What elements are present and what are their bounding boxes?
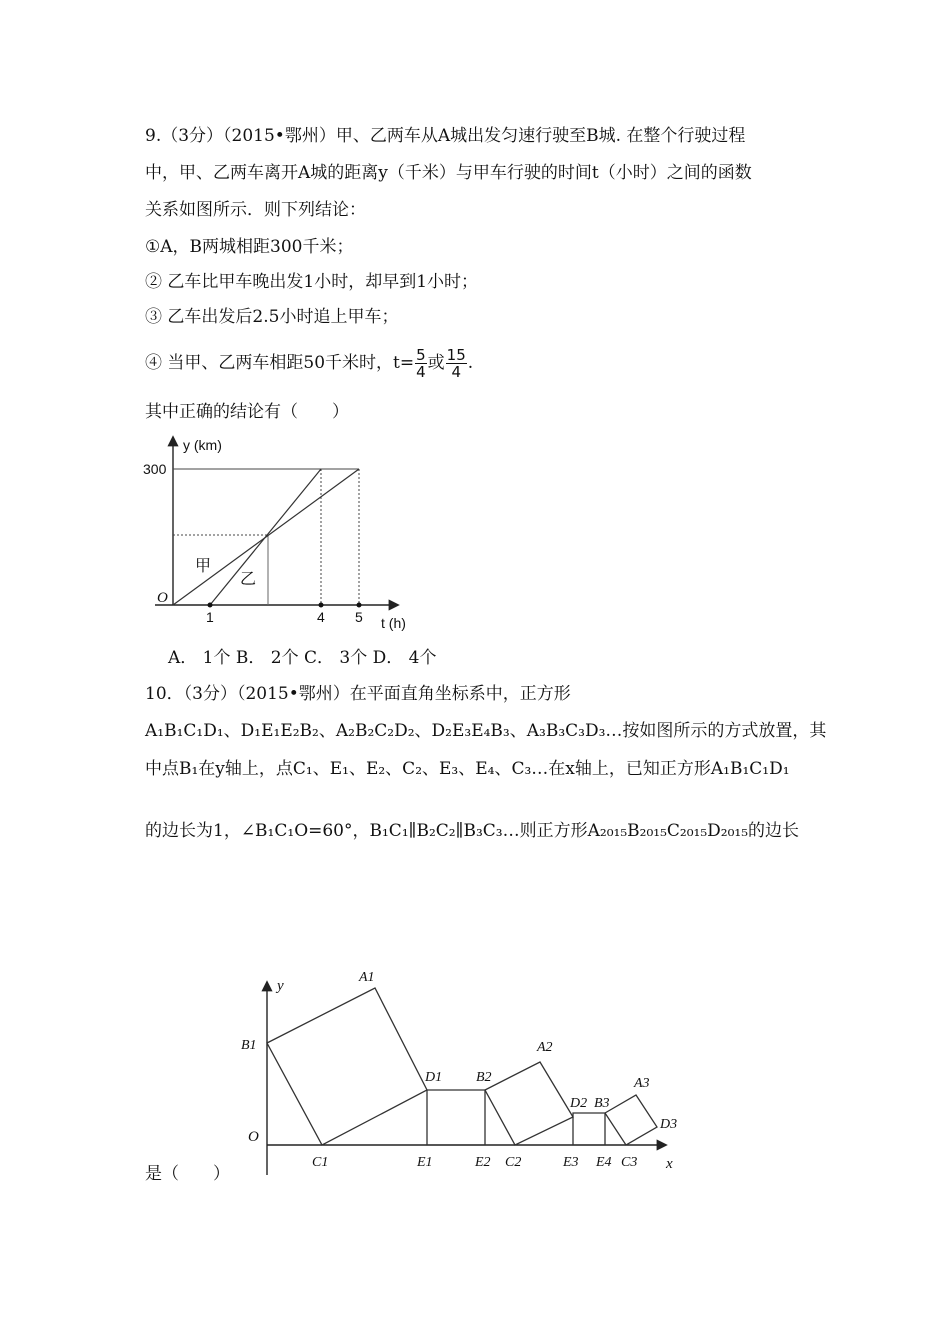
fraction-5-4: [415, 347, 427, 380]
q9-options: A． 1个 B． 2个 C． 3个 D． 4个: [168, 648, 437, 668]
y-label: y: [277, 978, 284, 994]
x-axis-label: t (h): [381, 615, 406, 631]
point-B1: B1: [241, 1038, 257, 1053]
rect-2: [573, 1113, 605, 1145]
point-A3: A3: [634, 1076, 650, 1091]
period: .: [467, 353, 474, 373]
q9-statement-1: ①A，B两城相距300千米；: [145, 237, 354, 257]
x-tick-5: 5: [355, 609, 363, 625]
point-E3: E3: [563, 1155, 579, 1170]
fraction-denominator: 4: [451, 363, 461, 381]
q10-line-2: A₁B₁C₁D₁、D₁E₁E₂B₂、A₂B₂C₂D₂、D₂E₃E₄B₃、A₃B₃C₃D₃…按如图所示的方式放置，其: [145, 721, 827, 741]
q10-line-5: 是（ ）: [145, 1164, 230, 1184]
y-tick-300: 300: [143, 461, 167, 477]
x-tick-4: 4: [317, 609, 325, 625]
q9-line-3: 关系如图所示．则下列结论：: [145, 200, 366, 220]
fraction-15-4: [446, 347, 467, 380]
square-2: [485, 1062, 573, 1145]
tick-dot-4: [319, 603, 324, 608]
point-E1: E1: [417, 1155, 433, 1170]
point-D1: D1: [425, 1070, 443, 1085]
q9-line-2: 中，甲、乙两车离开A城的距离y（千米）与甲车行驶的时间t（小时）之间的函数: [145, 163, 752, 183]
origin-label: O: [248, 1129, 259, 1145]
point-B3: B3: [594, 1096, 610, 1111]
square-1: [267, 988, 427, 1145]
fraction-denominator: 4: [416, 363, 426, 381]
rect-1: [427, 1090, 485, 1145]
tick-dot-5: [357, 603, 362, 608]
fraction-numerator: 5: [416, 346, 426, 364]
q10-line-1: 10．（3分）（2015•鄂州）在平面直角坐标系中，正方形: [145, 684, 571, 704]
origin-label: O: [157, 590, 168, 606]
q9-statement-4: [145, 346, 473, 380]
point-C3: C3: [621, 1155, 638, 1170]
point-E2: E2: [475, 1155, 491, 1170]
label-jia: 甲: [195, 558, 212, 575]
point-C2: C2: [505, 1155, 522, 1170]
point-E4: E4: [596, 1155, 612, 1170]
fraction-numerator: 15: [446, 346, 466, 364]
q9-distance-time-graph: [135, 430, 425, 635]
q10-line-3: 中点B₁在y轴上，点C₁、E₁、E₂、C₂、E₃、E₄、C₃…在x轴上，已知正方形A₁B₁C₁D₁: [145, 759, 790, 779]
or-word: 或: [427, 353, 445, 373]
q9-statement-4-prefix: ④ 当甲、乙两车相距50千米时，t=: [145, 353, 415, 373]
point-D2: D2: [570, 1096, 588, 1111]
q9-ask: 其中正确的结论有（ ）: [145, 402, 349, 422]
point-C1: C1: [312, 1155, 329, 1170]
point-A2: A2: [537, 1040, 553, 1055]
x-label: x: [666, 1156, 673, 1172]
point-A1: A1: [359, 970, 375, 985]
q10-squares-graph: [240, 965, 690, 1180]
tick-dot-1: [208, 603, 213, 608]
q9-line-1: 9.（3分）（2015•鄂州）甲、乙两车从A城出发匀速行驶至B城. 在整个行驶过程: [145, 126, 746, 146]
q9-statement-3: ③ 乙车出发后2.5小时追上甲车；: [145, 307, 399, 327]
point-B2: B2: [476, 1070, 492, 1085]
square-3: [605, 1095, 657, 1145]
point-D3: D3: [660, 1117, 678, 1132]
q10-line-4: 的边长为1，∠B₁C₁O=60°，B₁C₁∥B₂C₂∥B₃C₃…则正方形A₂₀₁₅B₂₀₁₅C₂₀₁₅D₂₀₁₅的边长: [145, 821, 800, 841]
x-tick-1: 1: [206, 609, 214, 625]
q9-statement-2: ② 乙车比甲车晚出发1小时，却早到1小时；: [145, 272, 479, 292]
y-axis-label: y (km): [183, 437, 222, 453]
line-yi: [210, 469, 321, 605]
label-yi: 乙: [240, 571, 257, 588]
